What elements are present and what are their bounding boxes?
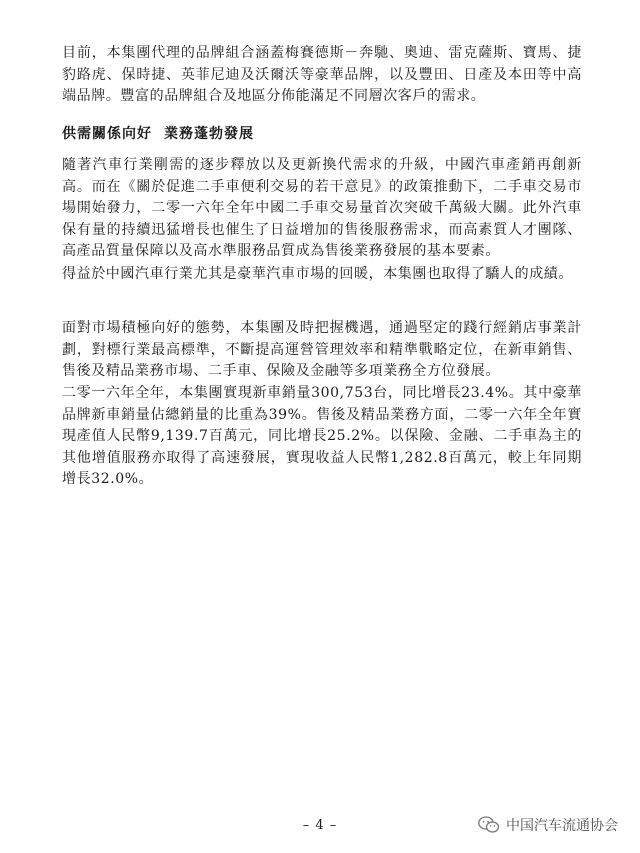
paragraph-market: 隨著汽車行業剛需的逐步釋放以及更新換代需求的升級，中國汽車產銷再創新高。而在《關於促進二手車便利交易的若干意見》的政策推動下，二手車交易市場開始發力，二零一六年全年中國二手車交易量首次突破千萬級大關。此外汽車保有量的持續迅猛增長也催生了日益增加的售後服務需求，而高素質人才團隊、高產品質量保障以及高水準服務品質成為售後業務發展的基本要素。 (62, 157, 582, 259)
watermark (478, 815, 618, 835)
watermark-text: 中国汽车流通协会 (506, 818, 618, 834)
page-number: – 4 – (302, 818, 338, 833)
paragraph-results: 得益於中國汽車行業尤其是豪華汽車市場的回暖，本集團也取得了驕人的成績。 (62, 266, 573, 282)
paragraph-brands: 目前，本集團代理的品牌組合涵蓋梅賽德斯－奔馳、奧迪、雷克薩斯、寶馬、捷豹路虎、保時捷、英菲尼迪及沃爾沃等豪華品牌，以及豐田、日產及本田等中高端品牌。豐富的品牌組合及地區分佈能滿足不同層次客戶的需求。 (62, 45, 582, 104)
section-heading-part2: 業務蓬勃發展 (164, 126, 254, 142)
section-heading-part1: 供需關係向好 (62, 126, 152, 142)
paragraph-performance: 二零一六年全年，本集團實現新車銷量300,753台，同比增長23.4%。其中豪華品牌新車銷量佔總銷量的比重為39%。售後及精品業務方面，二零一六年全年實現產值人民幣9,139.7百萬元，同比增長25.2%。以保險、金融、二手車為主的其他增值服務亦取得了高速發展，實現收益人民幣1,282.8百萬元，較上年同期增長32.0%。 (62, 385, 582, 487)
paragraph-strategy: 面對市場積極向好的態勢，本集團及時把握機遇，通過堅定的踐行經銷店事業計劃，對標行業最高標準，不斷提高運營管理效率和精準戰略定位，在新車銷售、售後及精品業務市場、二手車、保險及金融等多項業務全方位發展。 (62, 320, 582, 379)
section-heading (62, 124, 582, 145)
wechat-icon (478, 816, 500, 834)
